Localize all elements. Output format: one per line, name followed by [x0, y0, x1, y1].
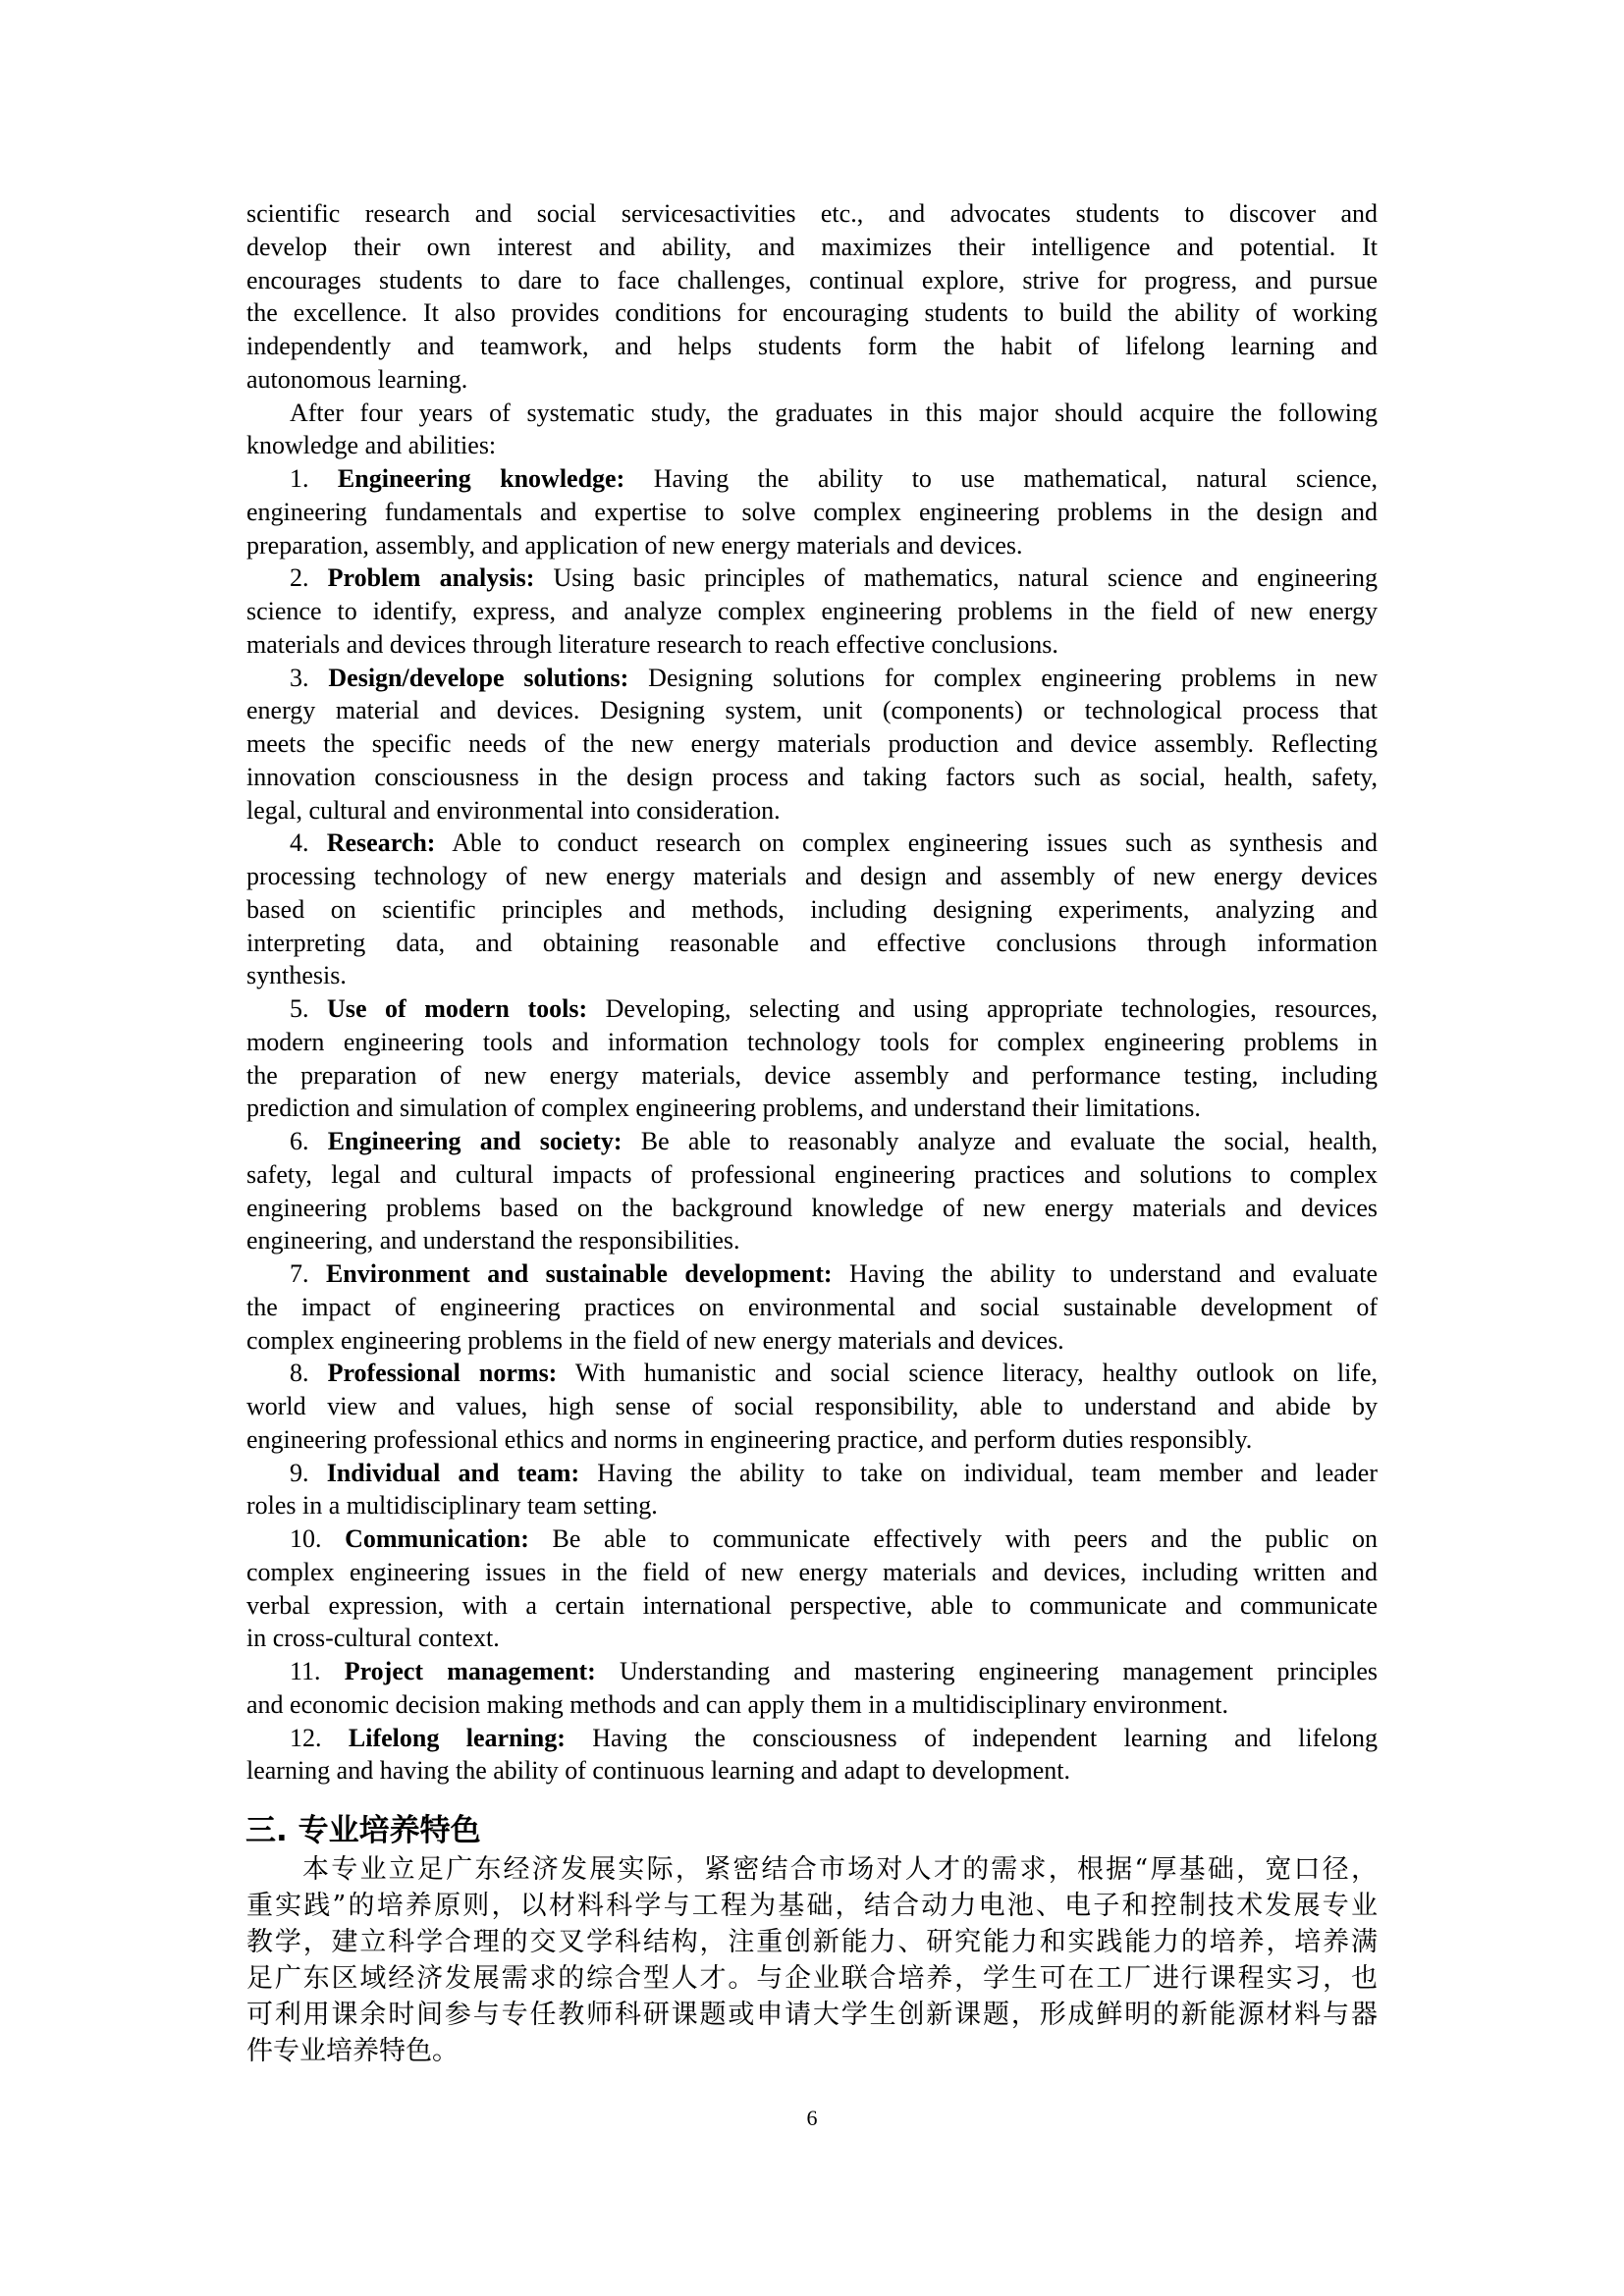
list-item	[246, 1457, 1378, 1523]
list-item	[246, 462, 1378, 561]
text-line: independently and teamwork, and helps students form the habit of lifelong learning and	[246, 332, 1378, 360]
item-number: 4.	[290, 828, 327, 858]
text-line: innovation consciousness in the design process and taking factors such as social, health, safety,	[246, 762, 1378, 791]
item-text: Having the ability to understand and evaluate	[832, 1259, 1378, 1288]
item-number: 7.	[290, 1259, 326, 1288]
list-item	[246, 1125, 1378, 1257]
text-line: energy material and devices. Designing system, unit (components) or technological process that	[246, 696, 1378, 725]
text-line: 足广东区域经济发展需求的综合型人才。与企业联合培养，学生可在工厂进行课程实习，也	[246, 1963, 1378, 1994]
intro-paragraph	[246, 197, 1378, 397]
item-number: 2.	[290, 563, 328, 593]
text-line: 本专业立足广东经济发展实际，紧密结合市场对人才的需求，根据“厚基础，宽口径，	[302, 1854, 1378, 1885]
item-number: 11.	[290, 1657, 345, 1685]
text-line: develop their own interest and ability, and maximizes their intelligence and potential. It	[246, 232, 1378, 261]
text-line: 教学，建立科学合理的交叉学科结构，注重创新能力、研究能力和实践能力的培养，培养满	[246, 1927, 1378, 1957]
item-text: Using basic principles of mathematics, natural science and engineering	[534, 563, 1379, 593]
list-item-first-line	[246, 1655, 1378, 1688]
graduate-requirements-list	[246, 462, 1378, 1788]
item-number: 9.	[290, 1458, 327, 1487]
page-number: 6	[806, 2106, 818, 2130]
text-line: the preparation of new energy materials, device assembly and performance testing, including	[246, 1060, 1378, 1090]
item-label: Environment and sustainable development:	[325, 1259, 833, 1288]
text-line: 件专业培养特色。	[246, 2036, 459, 2066]
text-line: synthesis.	[246, 961, 347, 990]
list-item-first-line	[246, 1457, 1378, 1490]
list-item-first-line	[246, 1722, 1378, 1755]
item-label: Design/develope solutions:	[328, 663, 629, 692]
text-line: 重实践”的培养原则，以材料科学与工程为基础，结合动力电池、电子和控制技术发展专业	[246, 1891, 1378, 1921]
list-item-first-line	[246, 1125, 1378, 1158]
english-body	[246, 197, 1378, 1788]
item-text: Be able to reasonably analyze and evaluate the social, health,	[622, 1127, 1379, 1155]
item-label: Use of modern tools:	[327, 994, 588, 1023]
list-item	[246, 1722, 1378, 1789]
text-line: the impact of engineering practices on environmental and social sustainable development of	[246, 1292, 1378, 1321]
item-text: Having the ability to use mathematical, natural science,	[624, 464, 1378, 493]
list-item-first-line	[246, 827, 1378, 860]
text-line: interpreting data, and obtaining reasonable and effective conclusions through information	[246, 928, 1378, 957]
item-text: Designing solutions for complex engineering problems in new	[628, 663, 1378, 692]
list-item-first-line	[246, 992, 1378, 1026]
item-text: Having the ability to take on individual, team member and leader	[579, 1458, 1378, 1487]
list-item	[246, 992, 1378, 1125]
list-item	[246, 1655, 1378, 1722]
text-line: based on scientific principles and methods, including designing experiments, analyzing and	[246, 894, 1378, 924]
list-item-first-line	[246, 462, 1378, 496]
text-line: processing technology of new energy materials and design and assembly of new energy devices	[246, 862, 1378, 890]
section-heading: 三. 专业培养特色	[245, 1813, 481, 1848]
text-line: safety, legal and cultural impacts of professional engineering practices and solutions to complex	[246, 1159, 1378, 1189]
text-line: learning and having the ability of continuous learning and adapt to development.	[246, 1756, 1070, 1786]
text-line: complex engineering problems in the field of new energy materials and devices.	[246, 1325, 1064, 1355]
item-text: Having the consciousness of independent learning and lifelong	[565, 1723, 1378, 1752]
text-line: preparation, assembly, and application of new energy materials and devices.	[246, 530, 1023, 560]
text-line: engineering, and understand the responsibilities.	[246, 1226, 740, 1255]
text-line: 可利用课余时间参与专任教师科研课题或申请大学生创新课题，形成鲜明的新能源材料与器	[246, 2000, 1378, 2030]
list-item-first-line	[246, 1357, 1378, 1390]
text-line: After four years of systematic study, the graduates in this major should acquire the following	[290, 398, 1378, 427]
text-line: encourages students to dare to face challenges, continual explore, strive for progress, and pursue	[246, 265, 1378, 294]
text-line: science to identify, express, and analyze complex engineering problems in the field of new energy	[246, 597, 1378, 625]
text-line: meets the specific needs of the new energy materials production and device assembly. Reflecting	[246, 729, 1378, 758]
list-item-first-line	[246, 1257, 1378, 1291]
text-line: in cross-cultural context.	[246, 1624, 500, 1653]
item-number: 5.	[290, 994, 328, 1023]
text-line: scientific research and social servicesactivities etc., and advocates students to discover and	[246, 199, 1378, 228]
text-line: world view and values, high sense of social responsibility, able to understand and abide by	[246, 1392, 1378, 1420]
text-line: the excellence. It also provides conditions for encouraging students to build the ability of working	[246, 298, 1378, 328]
item-label: Problem analysis:	[327, 563, 535, 593]
list-item	[246, 561, 1378, 661]
text-line: engineering fundamentals and expertise to solve complex engineering problems in the design and	[246, 497, 1378, 526]
item-number: 10.	[290, 1524, 346, 1553]
item-text: Understanding and mastering engineering management principles	[595, 1657, 1379, 1685]
item-label: Engineering knowledge:	[337, 464, 625, 493]
item-label: Project management:	[344, 1657, 596, 1685]
list-item	[246, 827, 1378, 992]
list-item	[246, 662, 1378, 828]
text-line: engineering problems based on the background knowledge of new energy materials and devices	[246, 1193, 1378, 1222]
list-item-first-line	[246, 1522, 1378, 1556]
text-line: complex engineering issues in the field of new energy materials and devices, including written and	[246, 1557, 1378, 1586]
text-line: legal, cultural and environmental into consideration.	[246, 795, 781, 825]
text-line: and economic decision making methods and can apply them in a multidisciplinary environment.	[246, 1689, 1229, 1719]
text-line: modern engineering tools and information technology tools for complex engineering problems in	[246, 1027, 1378, 1056]
item-number: 8.	[290, 1359, 328, 1388]
item-label: Communication:	[345, 1524, 529, 1553]
list-item	[246, 1522, 1378, 1655]
list-item	[246, 1357, 1378, 1456]
text-line: engineering professional ethics and norms in engineering practice, and perform duties responsibly.	[246, 1424, 1253, 1454]
item-text: Developing, selecting and using appropriate technologies, resources,	[587, 994, 1378, 1023]
list-item-first-line	[246, 662, 1378, 695]
list-item-first-line	[246, 561, 1378, 595]
list-item	[246, 1257, 1378, 1357]
item-number: 12.	[290, 1723, 349, 1752]
item-number: 1.	[290, 464, 338, 493]
item-number: 3.	[290, 663, 329, 692]
item-label: Engineering and society:	[327, 1127, 623, 1155]
text-line: knowledge and abilities:	[246, 431, 497, 460]
text-line: roles in a multidisciplinary team setting.	[246, 1491, 658, 1521]
item-number: 6.	[290, 1127, 328, 1155]
item-text: Able to conduct research on complex engineering issues such as synthesis and	[435, 828, 1379, 858]
item-label: Research:	[326, 828, 436, 858]
text-line: autonomous learning.	[246, 364, 468, 394]
text-line: verbal expression, with a certain international perspective, able to communicate and communicate	[246, 1590, 1378, 1620]
item-label: Professional norms:	[327, 1359, 558, 1388]
text-line: prediction and simulation of complex engineering problems, and understand their limitations.	[246, 1094, 1201, 1123]
section-paragraph	[246, 1851, 1378, 2069]
item-text: Be able to communicate effectively with peers and the public on	[528, 1524, 1379, 1553]
lead-paragraph	[246, 397, 1378, 463]
item-label: Individual and team:	[326, 1458, 580, 1487]
item-text: With humanistic and social science literacy, healthy outlook on life,	[557, 1359, 1379, 1388]
text-line: materials and devices through literature research to reach effective conclusions.	[246, 629, 1058, 659]
item-label: Lifelong learning:	[348, 1723, 566, 1752]
